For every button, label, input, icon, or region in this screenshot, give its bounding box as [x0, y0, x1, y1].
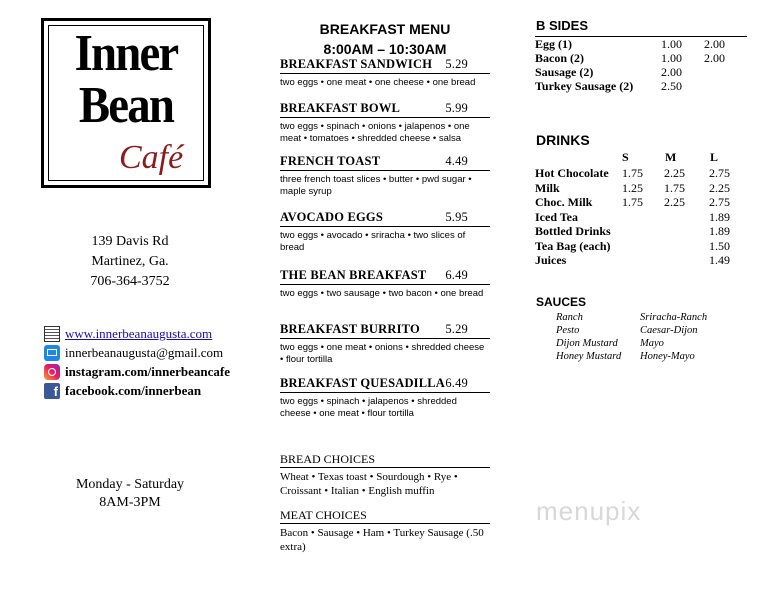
menu-item-desc: two eggs • one meat • one cheese • one bread [280, 77, 476, 88]
logo-inner-frame [48, 25, 204, 181]
table-row [535, 79, 747, 93]
menu-item [280, 268, 490, 300]
logo-word-inner: Inner [74, 25, 178, 82]
menu-item [280, 57, 490, 89]
menu-item-price: 4.49 [445, 154, 468, 168]
hours-block [60, 476, 200, 512]
menu-item [280, 210, 490, 254]
bsides-price-1: 1.00 [661, 51, 682, 65]
address-phone: 706-364-3752 [90, 274, 170, 289]
drink-price-l: 1.89 [709, 224, 730, 238]
breakfast-time: 8:00AM – 10:30AM [323, 41, 447, 57]
email-text[interactable]: innerbeanaugusta@gmail.com [65, 345, 224, 360]
website-link[interactable]: www.innerbeanaugusta.com [65, 326, 213, 341]
menu-item-desc: two eggs • spinach • onions • jalapenos • one meat • tomatoes • shredded cheese • salsa [280, 121, 470, 144]
drink-name: Bottled Drinks [535, 224, 611, 238]
menu-item-price: 6.49 [445, 376, 468, 390]
facebook-icon: f [44, 383, 60, 399]
drink-price-m [664, 239, 709, 254]
menupix-watermark: menupix [536, 496, 642, 526]
table-row [556, 337, 707, 350]
table-row [535, 239, 751, 254]
drinks-header-blank [535, 149, 622, 166]
sauce-name: Caesar-Dijon [640, 325, 698, 336]
logo-word-cafe: Café [119, 139, 184, 176]
facebook-text[interactable]: facebook.com/innerbean [65, 383, 202, 398]
address-city: Martinez, Ga. [91, 254, 169, 269]
drink-price-l: 2.75 [709, 166, 730, 180]
bread-choices-list: Wheat • Texas toast • Sourdough • Rye • Croissant • Italian • English muffin [280, 471, 458, 497]
menu-item-name: BREAKFAST BOWL [280, 101, 401, 115]
menu-item [280, 101, 490, 145]
menu-item-price: 6.49 [445, 268, 468, 282]
menu-item-price: 5.99 [445, 101, 468, 115]
drink-price-m [664, 224, 709, 239]
drink-price-m: 2.25 [664, 195, 685, 209]
menu-item-name: AVOCADO EGGS [280, 210, 383, 224]
drink-price-s [622, 224, 664, 239]
breakfast-title: BREAKFAST MENU [319, 21, 451, 37]
sauce-name: Honey-Mayo [640, 351, 695, 362]
table-row [535, 224, 751, 239]
bsides-table [535, 36, 747, 93]
table-row [556, 311, 707, 324]
contact-website[interactable] [44, 324, 230, 343]
bsides-item-name: Turkey Sausage (2) [535, 79, 634, 93]
menu-item-price: 5.95 [445, 210, 468, 224]
table-row [535, 166, 751, 181]
sauce-name: Honey Mustard [556, 351, 622, 362]
instagram-icon [44, 364, 60, 380]
menu-item [280, 322, 490, 366]
drink-price-s [622, 210, 664, 225]
bsides-price-1: 1.00 [661, 37, 682, 51]
sauce-name: Dijon Mustard [556, 338, 618, 349]
bsides-price-2 [704, 65, 747, 79]
menu-item [280, 154, 490, 198]
table-row [535, 37, 747, 52]
table-row [535, 65, 747, 79]
hours-days: Monday - Saturday [75, 477, 185, 492]
table-row [556, 350, 707, 363]
sauces-title: SAUCES [536, 295, 587, 309]
menu-item [280, 376, 490, 420]
table-row [535, 210, 751, 225]
menu-item-price: 5.29 [445, 57, 468, 71]
table-row [535, 181, 751, 196]
table-row [535, 51, 747, 65]
sauces-table [556, 311, 707, 363]
menu-item-name: FRENCH TOAST [280, 154, 381, 168]
drinks-table [535, 149, 751, 268]
menu-item-desc: three french toast slices • butter • pwd sugar • maple syrup [280, 174, 472, 197]
menu-item-price: 5.29 [445, 322, 468, 336]
drink-price-s: 1.75 [622, 195, 643, 209]
meat-choices-list: Bacon • Sausage • Ham • Turkey Sausage (.50 extra) [280, 527, 484, 553]
contact-facebook[interactable] [44, 381, 230, 400]
drink-price-s [622, 239, 664, 254]
drink-name: Hot Chocolate [535, 166, 609, 180]
table-row [535, 253, 751, 268]
drink-price-m [664, 253, 709, 268]
menu-item-desc: two eggs • two sausage • two bacon • one bread [280, 288, 484, 299]
contact-list [44, 324, 230, 400]
bsides-price-1: 2.50 [661, 79, 682, 93]
contact-instagram[interactable] [44, 362, 230, 381]
menu-item-name: BREAKFAST QUESADILLA [280, 376, 446, 390]
drink-price-s: 1.75 [622, 166, 643, 180]
drink-name: Juices [535, 253, 567, 267]
size-m: M [665, 150, 677, 164]
bread-choices [280, 452, 490, 498]
cafe-logo [41, 18, 211, 188]
bsides-price-2: 2.00 [704, 37, 725, 51]
drink-price-l: 2.25 [709, 180, 730, 195]
menu-item-desc: two eggs • spinach • jalapenos • shredded cheese • one meat • flour tortilla [280, 396, 457, 419]
drink-name: Choc. Milk [535, 195, 593, 209]
drink-price-l: 1.50 [709, 238, 730, 253]
size-s: S [622, 150, 629, 164]
menu-item-desc: two eggs • avocado • sriracha • two slices of bread [280, 230, 466, 253]
address-block [60, 232, 200, 292]
drink-price-l: 2.75 [709, 195, 730, 209]
drink-price-l: 1.89 [709, 209, 730, 224]
bsides-item-name: Bacon (2) [535, 51, 584, 65]
bsides-item-name: Egg (1) [535, 37, 572, 51]
size-l: L [710, 150, 719, 164]
drink-price-m: 2.25 [664, 166, 685, 180]
bsides-price-2: 2.00 [704, 51, 725, 65]
instagram-text[interactable]: instagram.com/innerbeancafe [65, 364, 231, 379]
bsides-price-1: 2.00 [661, 65, 682, 79]
drink-name: Iced Tea [535, 209, 579, 224]
drink-price-l: 1.49 [709, 253, 730, 267]
menu-item-desc: two eggs • one meat • onions • shredded cheese • flour tortilla [280, 342, 485, 365]
bsides-price-2 [704, 79, 747, 93]
contact-email[interactable] [44, 343, 230, 362]
web-icon [44, 326, 60, 342]
drink-name: Tea Bag (each) [535, 238, 611, 253]
drink-price-s [622, 253, 664, 268]
hours-time: 8AM-3PM [99, 495, 161, 510]
drink-price-m [664, 210, 709, 225]
menu-item-name: BREAKFAST BURRITO [280, 322, 420, 336]
bread-choices-title: BREAD CHOICES [280, 452, 490, 468]
table-row [556, 324, 707, 337]
address-street: 139 Davis Rd [91, 234, 169, 249]
meat-choices-title: MEAT CHOICES [280, 508, 490, 524]
drinks-title: DRINKS [536, 132, 590, 148]
drink-price-s: 1.25 [622, 180, 643, 195]
email-icon [44, 345, 60, 361]
table-row [535, 195, 751, 210]
sauce-name: Mayo [640, 338, 664, 349]
bsides-item-name: Sausage (2) [535, 65, 594, 79]
sauce-name: Ranch [556, 312, 583, 323]
menu-item-name: THE BEAN BREAKFAST [280, 268, 427, 282]
logo-word-bean: Bean [78, 77, 174, 134]
bsides-title: B SIDES [536, 18, 589, 33]
sauce-name: Pesto [556, 325, 580, 336]
menu-item-name: BREAKFAST SANDWICH [280, 57, 433, 71]
drink-price-m: 1.75 [664, 180, 685, 195]
meat-choices [280, 508, 490, 554]
sauce-name: Sriracha-Ranch [640, 312, 708, 323]
drink-name: Milk [535, 180, 560, 195]
breakfast-menu-title [300, 19, 470, 59]
table-row [535, 149, 751, 166]
